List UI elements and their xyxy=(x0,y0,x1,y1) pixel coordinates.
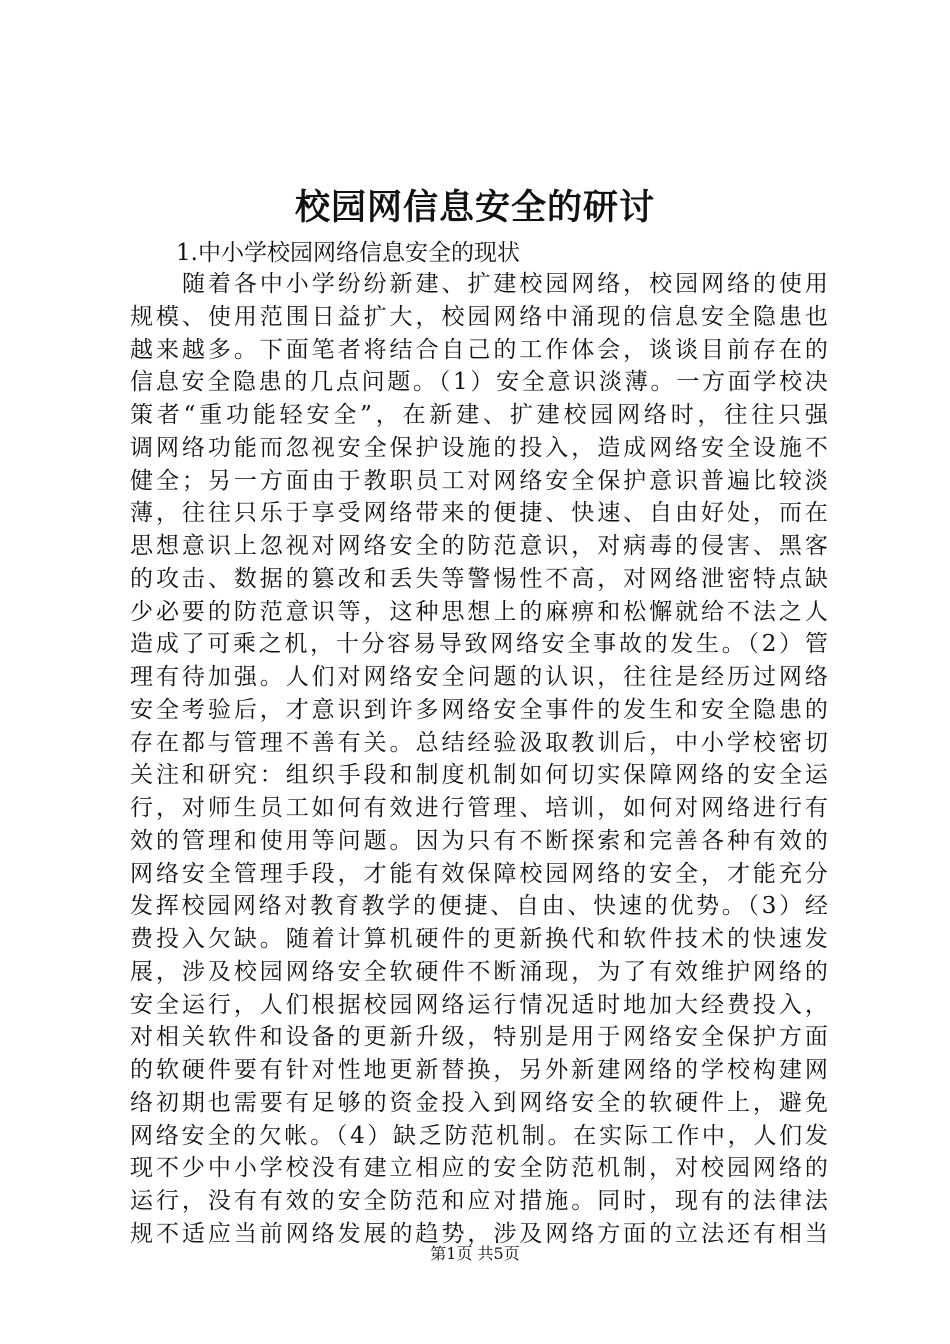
paragraph-line: 思想意识上忽视对网络安全的防范意识，对病毒的侵害、黑客 xyxy=(130,533,828,559)
paragraph-line: 造成了可乘之机，十分容易导致网络安全事故的发生。（2）管 xyxy=(130,631,828,658)
paragraph-line: 关注和研究：组织手段和制度机制如何切实保障网络的安全运 xyxy=(130,762,828,789)
paragraph-line: 规不适应当前网络发展的趋势，涉及网络方面的立法还有相当 xyxy=(130,1220,828,1247)
paragraph-line: 信息安全隐患的几点问题。（1）安全意识淡薄。一方面学校决 xyxy=(130,369,828,396)
paragraph-line: 安全运行，人们根据校园网络运行情况适时地加大经费投入， xyxy=(130,991,828,1018)
paragraph-line: 存在都与管理不善有关。总结经验汲取教训后，中小学校密切 xyxy=(130,729,828,756)
paragraph-line: 的攻击、数据的篡改和丢失等警惕性不高，对网络泄密特点缺 xyxy=(130,565,828,592)
section-heading: 1.中小学校园网络信息安全的现状 xyxy=(176,240,520,266)
paragraph-line: 调网络功能而忽视安全保护设施的投入，造成网络安全设施不 xyxy=(130,434,828,461)
paragraph-line: 薄，往往只乐于享受网络带来的便捷、快速、自由好处，而在 xyxy=(130,500,828,527)
paragraph-line: 展，涉及校园网络安全软硬件不断涌现，为了有效维护网络的 xyxy=(130,958,828,985)
paragraph-line: 的软硬件要有针对性地更新替换，另外新建网络的学校构建网 xyxy=(130,1057,828,1083)
paragraph-line: 效的管理和使用等问题。因为只有不断探索和完善各种有效的 xyxy=(130,827,828,854)
paragraph-line: 理有待加强。人们对网络安全问题的认识，往往是经历过网络 xyxy=(130,664,828,690)
paragraph-line: 网络安全的欠帐。（4）缺乏防范机制。在实际工作中，人们发 xyxy=(130,1122,828,1149)
paragraph-line: 行，对师生员工如何有效进行管理、培训，如何对网络进行有 xyxy=(130,795,828,821)
paragraph-line: 规模、使用范围日益扩大，校园网络中涌现的信息安全隐患也 xyxy=(130,303,828,330)
paragraph-line: 健全；另一方面由于教职员工对网络安全保护意识普遍比较淡 xyxy=(130,467,828,494)
paragraph-line: 越来越多。下面笔者将结合自己的工作体会，谈谈目前存在的 xyxy=(130,336,828,363)
paragraph-line: 现不少中小学校没有建立相应的安全防范机制，对校园网络的 xyxy=(130,1155,828,1182)
paragraph-line: 网络安全管理手段，才能有效保障校园网络的安全，才能充分 xyxy=(130,860,828,887)
paragraph-line: 随着各中小学纷纷新建、扩建校园网络，校园网络的使用 xyxy=(182,271,828,297)
paragraph-line: 运行，没有有效的安全防范和应对措施。同时，现有的法律法 xyxy=(130,1188,828,1214)
page-footer: 第1页 共5页 xyxy=(430,1244,520,1263)
paragraph-line: 策者“重功能轻安全”，在新建、扩建校园网络时，往往只强 xyxy=(130,402,828,428)
paragraph-line: 对相关软件和设备的更新升级，特别是用于网络安全保护方面 xyxy=(130,1024,828,1051)
paragraph-line: 发挥校园网络对教育教学的便捷、自由、快速的优势。（3）经 xyxy=(130,893,828,920)
paragraph-line: 少必要的防范意识等，这种思想上的麻痹和松懈就给不法之人 xyxy=(130,598,828,625)
paragraph-line: 费投入欠缺。随着计算机硬件的更新换代和软件技术的快速发 xyxy=(130,926,828,952)
body-paragraph xyxy=(130,268,828,1251)
paragraph-line: 络初期也需要有足够的资金投入到网络安全的软硬件上，避免 xyxy=(130,1089,828,1116)
document-title: 校园网信息安全的研讨 xyxy=(294,187,655,228)
paragraph-line: 安全考验后，才意识到许多网络安全事件的发生和安全隐患的 xyxy=(130,696,828,723)
